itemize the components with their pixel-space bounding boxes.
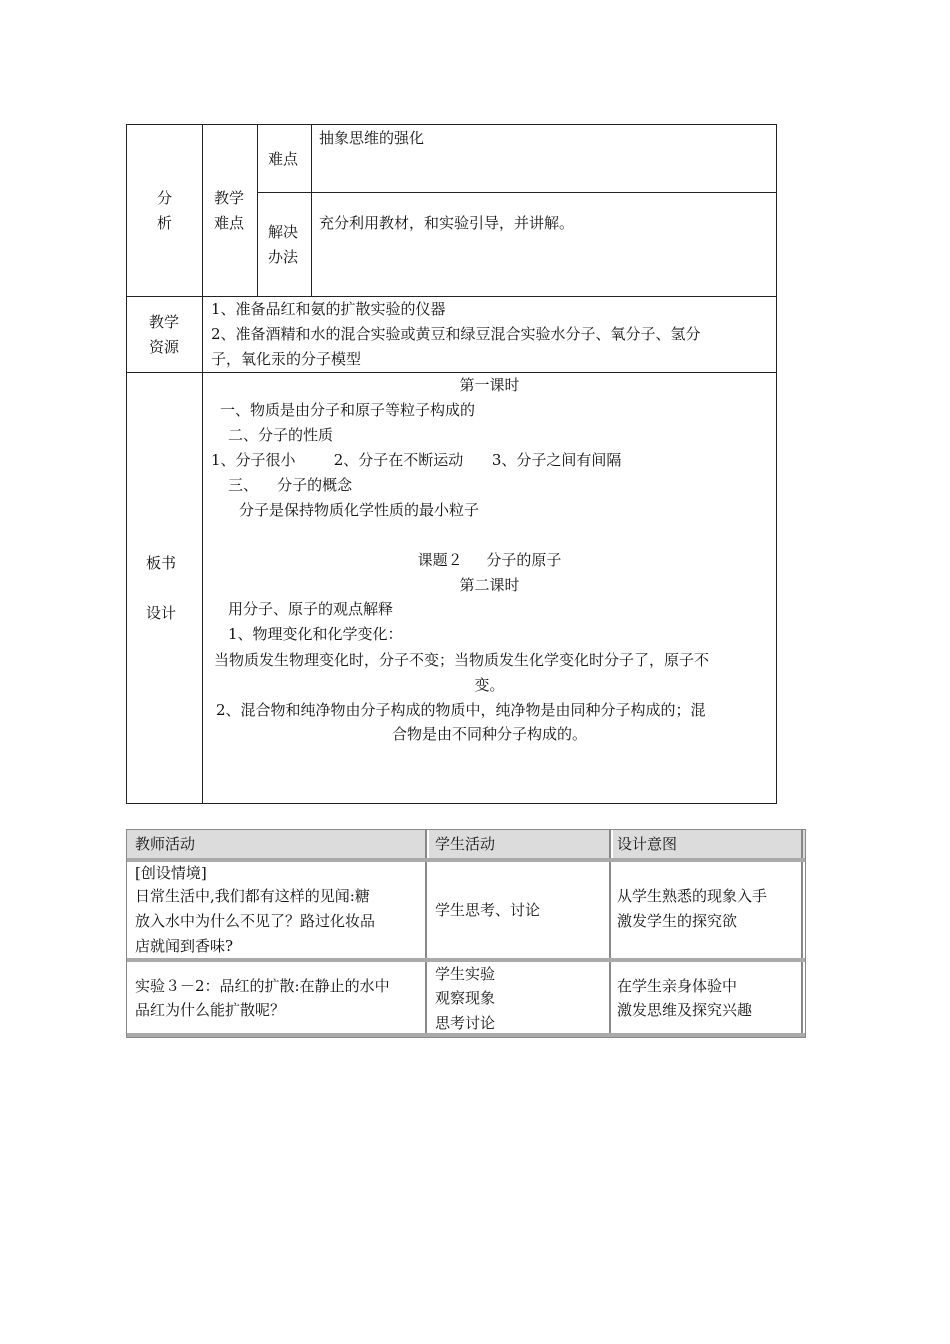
- label-banfa: 办法: [268, 248, 299, 266]
- banshu-line-6: 分子是保持物质化学性质的最小粒子: [239, 501, 480, 519]
- nandian-content: 抽象思维的强化: [319, 129, 425, 147]
- banshu-line-2: 一、物质是由分子和原子等粒子构成的: [220, 401, 476, 419]
- row1-intent-1: 从学生熟悉的现象入手: [617, 887, 768, 905]
- banshu-line-9: 用分子、原子的观点解释: [228, 600, 394, 618]
- ziyuan-line-1: 1、准备品红和氨的扩散实验的仪器: [211, 300, 446, 318]
- jiejue-content: 充分利用教材，和实验引导，并讲解。: [319, 214, 575, 232]
- row1-teacher-1: [创设情境]: [135, 864, 207, 882]
- row2-intent-2: 激发思维及探究兴趣: [617, 1001, 753, 1019]
- banshu-line-12: 变。: [474, 676, 505, 694]
- label-jiaoxue: 教学: [214, 189, 245, 207]
- banshu-line-11: 当物质发生物理变化时，分子不变；当物质发生化学变化时分子了，原子不: [214, 651, 710, 669]
- row1-teacher-2: 日常生活中,我们都有这样的见闻:糖: [135, 887, 370, 905]
- row2-student-1: 学生实验: [435, 965, 496, 983]
- row2-teacher-1: 实验３－2：品红的扩散:在静止的水中: [135, 977, 390, 995]
- banshu-line-3: 二、分子的性质: [228, 426, 334, 444]
- row2-intent-1: 在学生亲身体验中: [617, 977, 738, 995]
- banshu-line-1: 第一课时: [459, 376, 520, 394]
- ziyuan-line-3: 子，氧化汞的分子模型: [211, 350, 362, 368]
- label-ziyuan-1: 教学: [149, 313, 180, 331]
- label-banshu: 板书: [146, 554, 177, 572]
- header-student: 学生活动: [435, 835, 496, 853]
- row1-teacher-4: 店就闻到香味?: [135, 937, 234, 955]
- label-nandian-group: 难点: [214, 214, 245, 232]
- banshu-line-13: 2、混合物和纯净物由分子构成的物质中，纯净物是由同种分子构成的；混: [216, 701, 706, 719]
- label-sheji: 设计: [146, 604, 177, 622]
- row2-student-2: 观察现象: [435, 989, 496, 1007]
- row1-intent-2: 激发学生的探究欲: [617, 912, 738, 930]
- banshu-line-7: 课题２ 分子的原子: [417, 551, 562, 569]
- header-teacher: 教师活动: [135, 835, 196, 853]
- banshu-line-10: 1、物理变化和化学变化：: [228, 625, 403, 643]
- row2-teacher-2: 品红为什么能扩散呢？: [135, 1001, 286, 1019]
- row1-teacher-3: 放入水中为什么不见了？路过化妆品: [135, 912, 376, 930]
- ziyuan-line-2: 2、准备酒精和水的混合实验或黄豆和绿豆混合实验水分子、氧分子、氢分: [211, 325, 701, 343]
- label-nandian: 难点: [268, 150, 299, 168]
- label-ziyuan-2: 资源: [149, 338, 180, 356]
- banshu-line-8: 第二课时: [459, 576, 520, 594]
- header-intent: 设计意图: [617, 835, 678, 853]
- banshu-line-5: 三、 分子的概念: [228, 476, 353, 494]
- label-fen: 分: [157, 189, 173, 207]
- banshu-line-14: 合物是由不同种分子构成的。: [391, 725, 587, 743]
- banshu-line-4: 1、分子很小 2、分子在不断运动 3、分子之间有间隔: [211, 451, 622, 469]
- label-jiejue: 解决: [268, 223, 299, 241]
- activity-table: [126, 829, 806, 1038]
- row1-student: 学生思考、讨论: [435, 901, 541, 919]
- row2-student-3: 思考讨论: [435, 1014, 496, 1032]
- label-xi: 析: [157, 214, 173, 232]
